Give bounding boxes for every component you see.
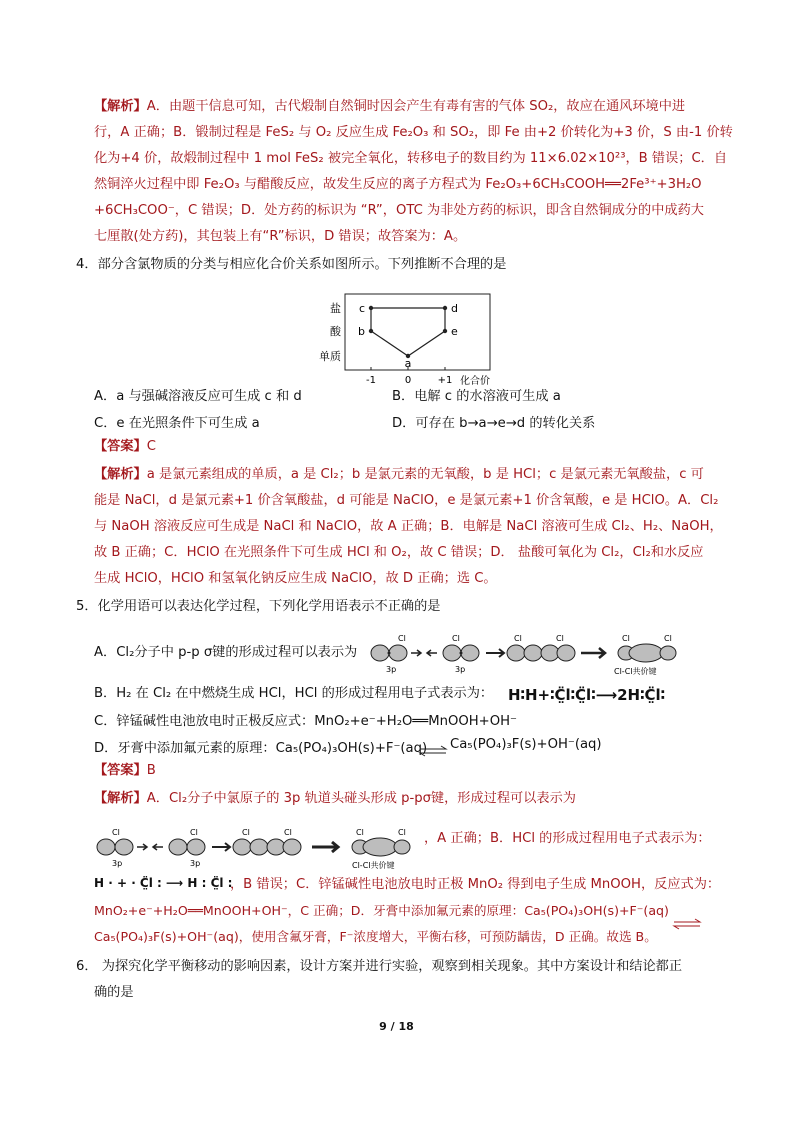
y-tick-label: 盐 — [330, 302, 341, 315]
q5-analysis-line-4: MnO₂+e⁻+H₂O══MnOOH+OH⁻，C 正确；D．牙膏中添加氟元素的原理：Ca₅(PO₄)₃OH(s)+F⁻(aq) — [94, 903, 669, 918]
chart-frame — [345, 294, 490, 370]
relation-path — [371, 308, 445, 356]
q5-analysis-dot-formula: H · + · C̤̈l : ⟶ H : C̤̈l : — [94, 876, 233, 890]
point-label-c: c — [358, 302, 365, 315]
analysis-orb-label-cl-4: Cl — [284, 828, 292, 837]
point-label-d: d — [451, 302, 458, 315]
q4-analysis-line-4: 故 B 正确；C．HClO 在光照条件下可生成 HCl 和 O₂，故 C 错误；D． 盐酸可氧化为 Cl₂，Cl₂和水反应 — [94, 545, 704, 560]
analysis3-line-6: 七厘散(处方药)，其包装上有“R”标识，D 错误；故答案为：A。 — [94, 229, 467, 244]
analysis-orb-label-cl-2: Cl — [190, 828, 198, 837]
q5-option-c: C．锌锰碱性电池放电时正极反应式：MnO₂+e⁻+H₂O══MnOOH+OH⁻ — [94, 714, 517, 729]
point-c — [369, 306, 373, 310]
analysis3-line-5: +6CH₃COO⁻，C 错误；D．处方药的标识为 “R”，OTC 为非处方药的标识，即含自然铜成分的中成药大 — [94, 203, 704, 218]
q5-analysis-line-1: 【解析】A．Cl₂分子中氯原子的 3p 轨道头碰头形成 p-pσ键，形成过程可以表示为 — [94, 791, 576, 806]
y-tick-label: 酸 — [330, 325, 341, 338]
q5-option-b: B．H₂ 在 Cl₂ 在中燃烧生成 HCl，HCl 的形成过程用电子式表示为： — [94, 686, 494, 701]
y-tick-label: 单质 — [319, 350, 341, 363]
orb-label-cl-3: Cl — [514, 634, 522, 643]
analysis-orb-label-cl-5: Cl — [356, 828, 364, 837]
q5-option-d-product: Ca₅(PO₄)₃F(s)+OH⁻(aq) — [450, 737, 602, 752]
analysis3-line-2: 行，A 正确；B．锻制过程是 FeS₂ 与 O₂ 反应生成 Fe₂O₃ 和 SO₂，即 Fe 由+2 价转化为+3 价，S 由-1 价转 — [94, 125, 733, 140]
analysis-orb-label-cl-1: Cl — [112, 828, 120, 837]
x-tick-label: 0 — [404, 375, 412, 386]
q4-analysis-line-1: 【解析】a 是氯元素组成的单质，a 是 Cl₂；b 是氯元素的无氧酸，b 是 HCl；c 是氯元素无氧酸盐，c 可 — [94, 467, 704, 482]
question-6-stem-line-1: 6． 为探究化学平衡移动的影响因素，设计方案并进行实验，观察到相关现象。其中方案设计和结论都正 — [76, 959, 683, 974]
orb-label-cl-6: Cl — [664, 634, 672, 643]
orb-label-cl-2: Cl — [452, 634, 460, 643]
analysis-orb-label-bond: Cl-Cl共价键 — [352, 861, 395, 870]
x-axis-label: 化合价 — [460, 376, 490, 387]
question-4-stem: 4．部分含氯物质的分类与相应化合价关系如图所示。下列推断不合理的是 — [76, 257, 507, 272]
q5-analysis-line-3: ，B 错误；C．锌锰碱性电池放电时正极 MnO₂ 得到电子生成 MnOOH，反应式为： — [230, 877, 721, 892]
orb-label-bond: Cl-Cl共价键 — [614, 667, 657, 676]
q5-answer: 【答案】B — [94, 763, 156, 778]
q5-option-a: A．Cl₂分子中 p-p σ键的形成过程可以表示为 — [94, 645, 358, 660]
point-label-b: b — [358, 325, 365, 338]
page-number: 9 / 18 — [379, 1020, 414, 1033]
analysis-tag: 【解析】 — [94, 99, 147, 114]
q5-analysis-line-2: ，A 正确；B．HCl 的形成过程用电子式表示为： — [424, 831, 711, 846]
analysis-orb-label-3p-2: 3p — [190, 859, 201, 868]
valence-chart — [300, 288, 500, 393]
q4-analysis-line-3: 与 NaOH 溶液反应可生成是 NaCl 和 NaClO，故 A 正确；B．电解是 NaCl 溶液可生成 Cl₂、H₂、NaOH， — [94, 519, 723, 534]
point-e — [443, 329, 447, 333]
analysis-orb-label-3p-1: 3p — [112, 859, 123, 868]
x-tick-label: +1 — [437, 375, 453, 386]
q5-analysis-line-5: Ca₅(PO₄)₃F(s)+OH⁻(aq)，使用含氟牙膏，F⁻浓度增大，平衡右移，可预防龋齿，D 正确。故选 B。 — [94, 929, 657, 944]
point-label-a: a — [404, 357, 412, 370]
orb-label-3p-1: 3p — [386, 665, 397, 674]
point-b — [369, 329, 373, 333]
orb-label-3p-2: 3p — [455, 665, 466, 674]
q4-answer: 【答案】C — [94, 439, 156, 454]
q4-option-c: C．e 在光照条件下可生成 a — [94, 416, 260, 431]
analysis3-line-4: 然铜淬火过程中即 Fe₂O₃ 与醋酸反应，故发生反应的离子方程式为 Fe₂O₃+6CH₃COOH══2Fe³⁺+3H₂O — [94, 177, 702, 192]
orb-label-cl-4: Cl — [556, 634, 564, 643]
orb-label-cl-5: Cl — [622, 634, 630, 643]
question-6-stem-line-2: 确的是 — [94, 985, 134, 1000]
q4-option-a: A．a 与强碱溶液反应可生成 c 和 d — [94, 389, 302, 404]
q4-option-b: B．电解 c 的水溶液可生成 a — [392, 389, 561, 404]
orb-label-cl-1: Cl — [398, 634, 406, 643]
analysis3-line-3: 化为+4 价，故煅制过程中 1 mol FeS₂ 被完全氧化，转移电子的数目约为 11×6.02×10²³，B 错误；C．自 — [94, 151, 728, 166]
q5-option-d: D．牙膏中添加氟元素的原理：Ca₅(PO₄)₃OH(s)+F⁻(aq) — [94, 741, 428, 756]
analysis-equilibrium-arrow-icon — [672, 918, 702, 930]
equilibrium-arrow-icon — [418, 745, 448, 757]
question-5-stem: 5．化学用语可以表达化学过程，下列化学用语表示不正确的是 — [76, 599, 441, 614]
q4-analysis-line-5: 生成 HClO，HClO 和氢氧化钠反应生成 NaClO，故 D 正确；选 C。 — [94, 571, 497, 586]
q4-option-d: D．可存在 b→a→e→d 的转化关系 — [392, 416, 596, 431]
point-label-e: e — [451, 325, 458, 338]
analysis-orb-label-cl-6: Cl — [398, 828, 406, 837]
x-tick-label: -1 — [366, 375, 376, 386]
analysis3-line-1: 【解析】A．由题干信息可知，古代煅制自然铜时因会产生有毒有害的气体 SO₂，故应在通风环境中进 — [94, 99, 686, 114]
q4-analysis-line-2: 能是 NaCl，d 是氯元素+1 价含氧酸盐，d 可能是 NaClO，e 是氯元素+1 价含氧酸，e 是 HClO。A．Cl₂ — [94, 493, 719, 508]
q5-optionb-dot-formula: H∶H+∶C̤̈l∶C̤̈l∶⟶2H∶C̤̈l∶ — [508, 686, 666, 704]
analysis-orbital-diagram — [94, 822, 424, 872]
point-d — [443, 306, 447, 310]
analysis-orb-label-cl-3: Cl — [242, 828, 250, 837]
orbital-overlap-diagram — [368, 628, 698, 678]
